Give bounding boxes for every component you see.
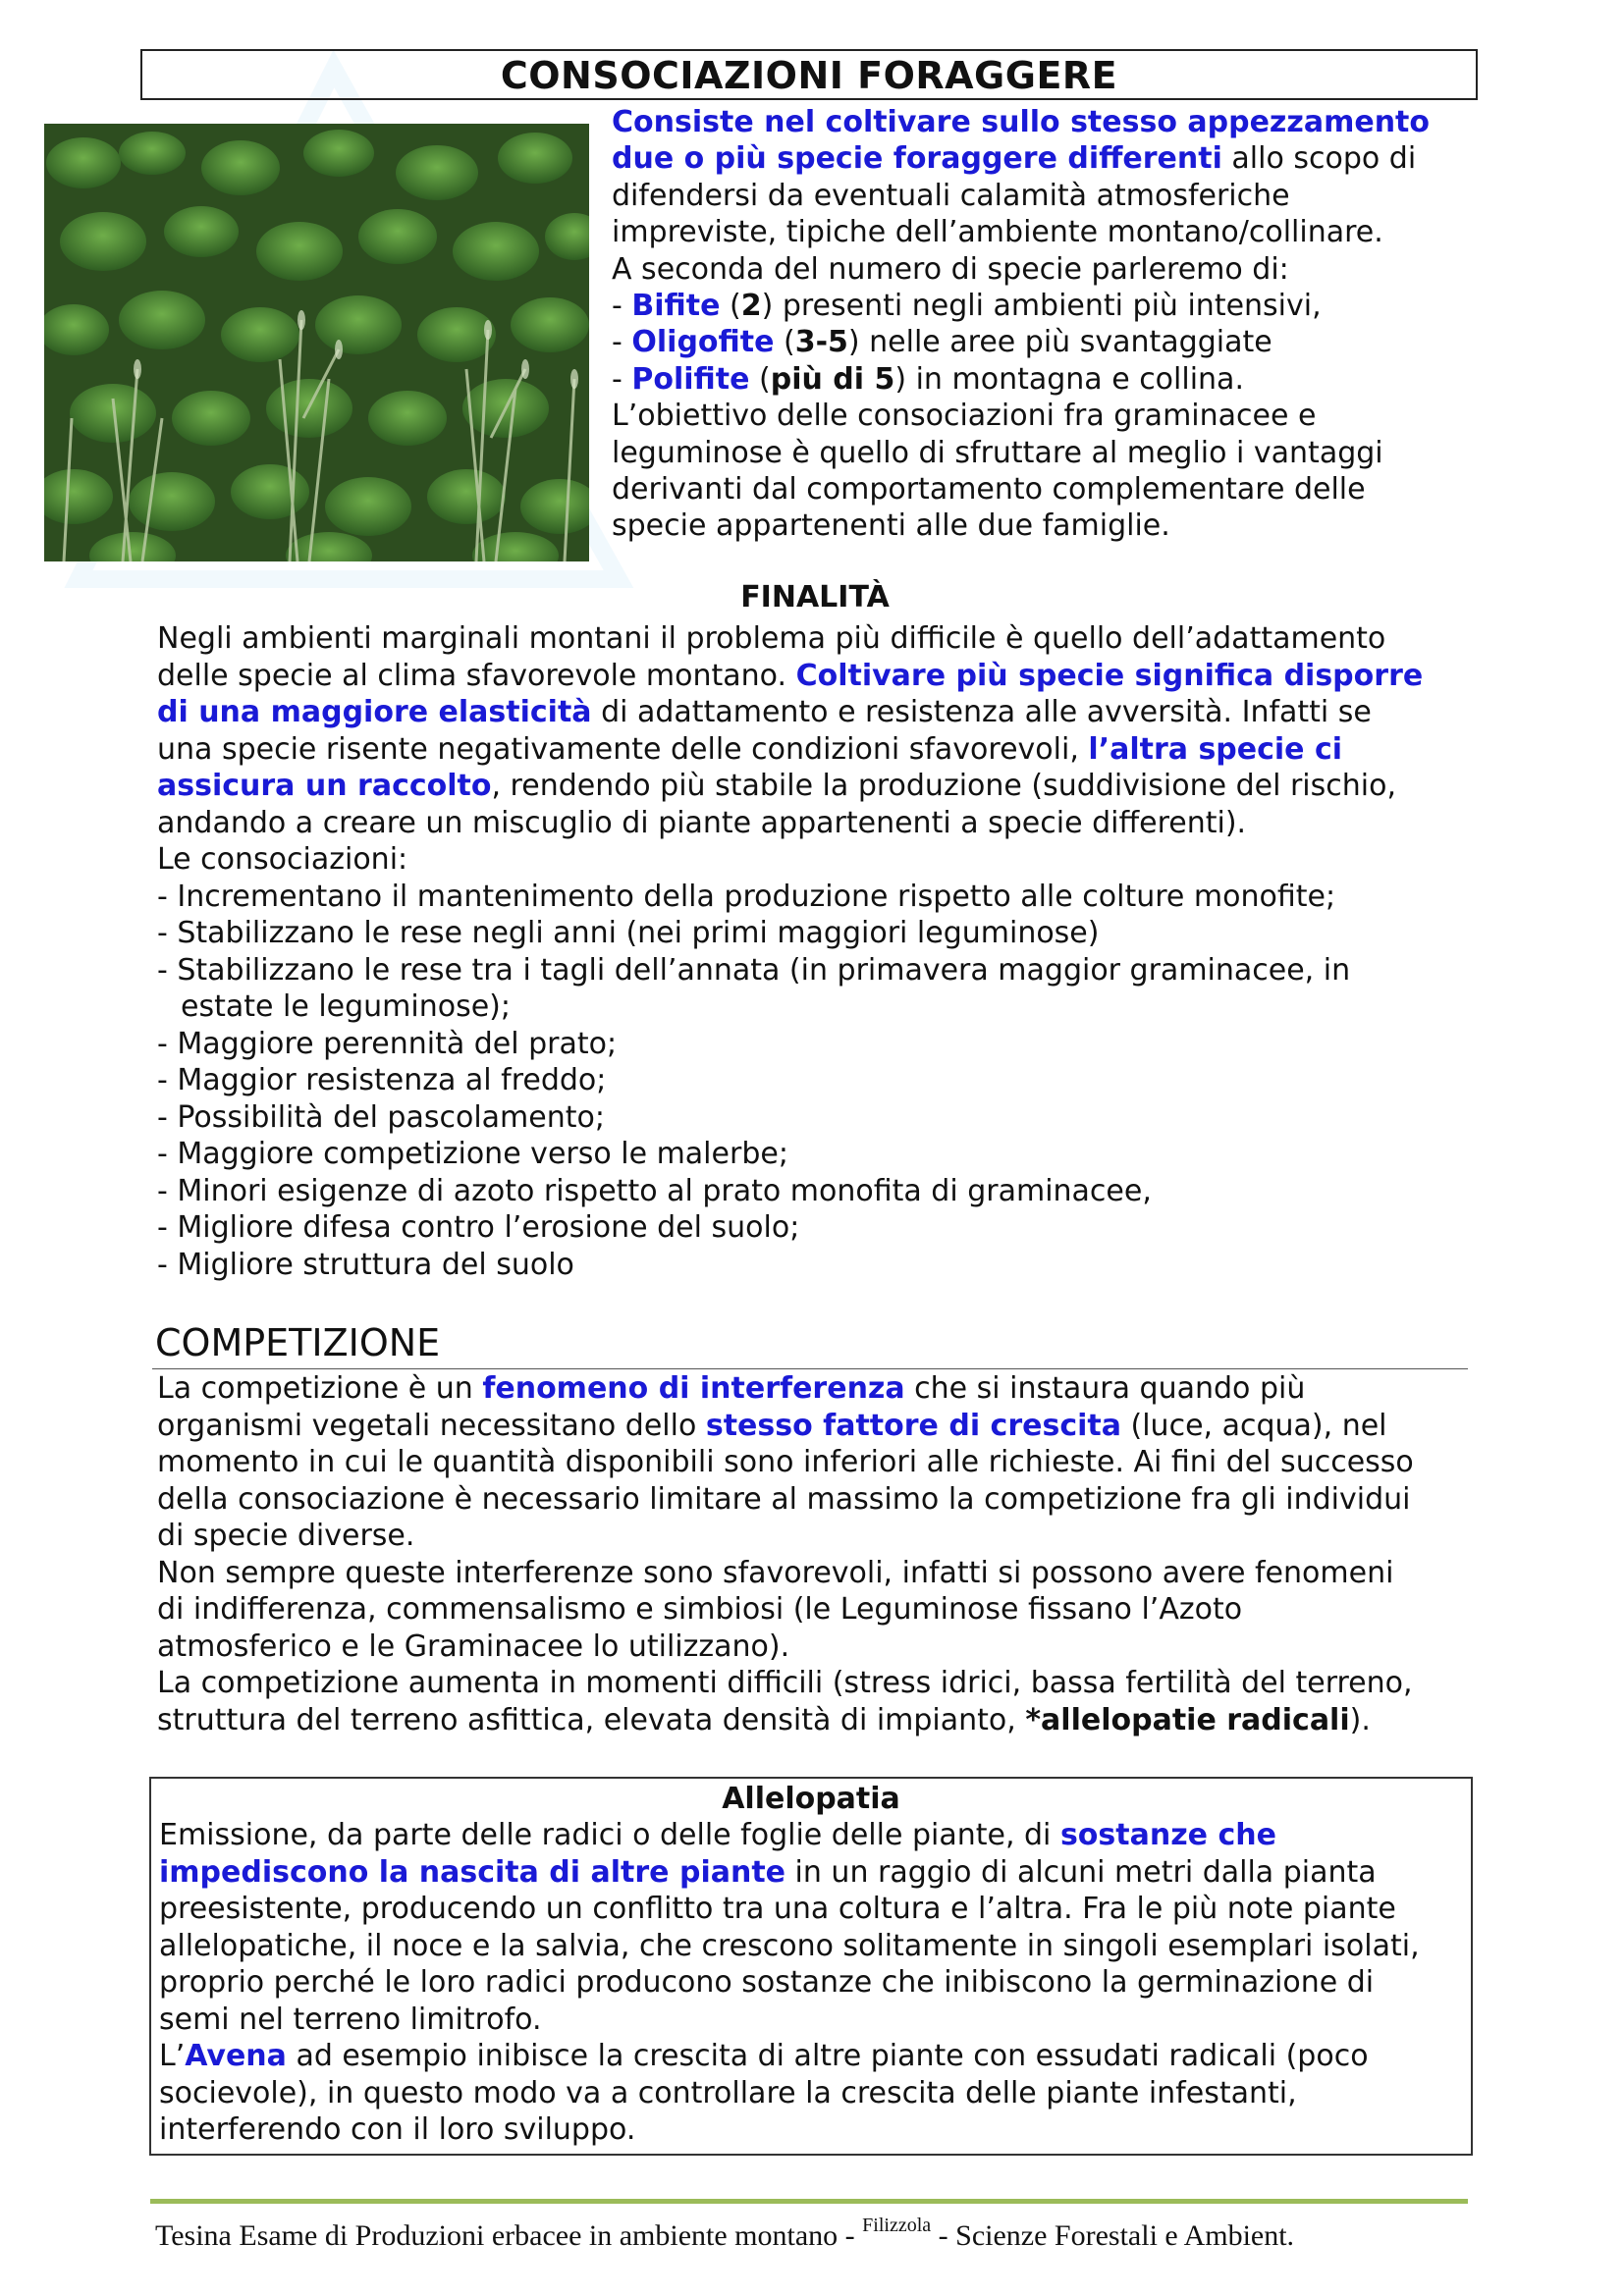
finalita-heading: FINALITÀ [740,580,890,614]
text: delle specie al clima sfavorevole montano. [157,658,796,693]
paragraph-line: Negli ambienti marginali montani il problema più difficile è quello dell’adattamento [157,621,1386,656]
bold-term: *allelopatie radicali [1025,1702,1350,1737]
intro-line: derivanti dal comportamento complementare delle [612,472,1366,507]
text: Emissione, da parte delle radici o delle foglie delle piante, di [159,1818,1060,1852]
list-item: - Maggior resistenza al freddo; [157,1063,607,1097]
paragraph-line [157,1408,1473,1445]
footer-course: Tesina Esame di Produzioni erbacee in ambiente montano - [155,2219,863,2252]
paragraph-line: andando a creare un miscuglio di piante appartenenti a specie differenti). [157,805,1247,840]
text: ). [1349,1702,1371,1737]
paragraph-line [157,768,1473,805]
paragraph-line [159,1817,1465,1854]
paragraph-line [159,1854,1465,1892]
intro-line: L’obiettivo delle consociazioni fra graminacee e [612,399,1317,434]
paragraph-line [159,2038,1465,2075]
count: più di 5 [770,361,895,397]
highlight: fenomeno di interferenza [482,1371,905,1406]
desc: ) in montagna e collina. [894,361,1244,397]
intro-highlight: due o più specie foraggere differenti [612,141,1222,177]
footer-faculty: - Scienze Forestali e Ambient. [931,2219,1295,2252]
list-item: - Minori esigenze di azoto rispetto al prato monofita di graminacee, [157,1173,1152,1208]
page-title: CONSOCIAZIONI FORAGGERE [140,49,1478,100]
paragraph-line [157,658,1473,695]
dash: - [612,289,632,324]
text: (luce, acqua), nel [1120,1408,1387,1443]
paragraph-line [157,694,1473,731]
list-item-polifite [612,361,1476,398]
allelopatia-body [159,1817,1465,2149]
intro-line [612,140,1476,177]
competizione-body [157,1370,1473,1738]
text: , rendendo più stabile la produzione (suddivisione del rischio, [491,769,1396,803]
highlight: di una maggiore elasticità [157,695,592,729]
list-item-continuation: estate le leguminose); [181,989,511,1024]
paragraph-line: semi nel terreno limitrofo. [159,2002,542,2037]
paragraph-line: proprio perché le loro radici producono sostanze che inibiscono la germinazione di [159,1965,1375,2000]
paren-open: ( [720,289,741,324]
paragraph-line: socievole), in questo modo va a controllare la crescita delle piante infestanti, [159,2075,1297,2110]
intro-text: allo scopo di [1221,141,1417,177]
intro-line: A seconda del numero di specie parleremo di: [612,251,1289,287]
text: una specie risente negativamente delle condizioni sfavorevoli, [157,731,1089,767]
term-bifite: Bifite [631,289,721,324]
paragraph-line: allelopatiche, il noce e la salvia, che crescono solitamente in singoli esemplari isolati, [159,1928,1420,1963]
list-item: - Migliore difesa contro l’erosione del suolo; [157,1210,800,1245]
list-item: - Maggiore perennità del prato; [157,1026,618,1061]
list-item: - Migliore struttura del suolo [157,1247,574,1282]
list-item-oligofite [612,324,1476,360]
text: struttura del terreno asfittica, elevata densità di impianto, [157,1702,1026,1737]
text: di adattamento e resistenza alle avversità. Infatti se [591,695,1372,729]
highlight: stesso fattore di crescita [705,1408,1121,1443]
list-item: - Incrementano il mantenimento della produzione rispetto alle colture monofite; [157,879,1336,914]
dash: - [612,361,632,397]
paragraph-line: di indifferenza, commensalismo e simbiosi (le Leguminose fissano l’Azoto [157,1592,1243,1627]
list-item: - Possibilità del pascolamento; [157,1099,605,1135]
intro-paragraph [612,104,1476,545]
paragraph-line: interferendo con il loro sviluppo. [159,2112,636,2147]
allelopatia-box [149,1777,1473,2156]
paragraph-line: La competizione aumenta in momenti difficili (stress idrici, bassa fertilità del terreno, [157,1666,1413,1700]
paragraph-line: atmosferico e le Graminacee lo utilizzano). [157,1629,790,1664]
highlight: impediscono la nascita di altre piante [159,1854,786,1890]
dash: - [612,325,632,360]
term-oligofite: Oligofite [631,325,775,360]
paren-open: ( [749,361,771,397]
text: che si instaura quando più [904,1371,1306,1406]
page-footer [155,2216,1481,2259]
allelopatia-heading: Allelopatia [722,1782,900,1816]
paragraph-line: momento in cui le quantità disponibili sono inferiori alle richieste. Ai fini del successo [157,1445,1414,1479]
paragraph-line [157,1370,1473,1408]
paragraph-line: Non sempre queste interferenze sono sfavorevoli, infatti si possono avere fenomeni [157,1555,1394,1590]
paragraph-line: di specie diverse. [157,1519,415,1553]
paragraph-line [157,1702,1473,1739]
list-item-bifite [612,288,1476,324]
highlight: Coltivare più specie significa disporre [795,658,1424,693]
desc: ) nelle aree più svantaggiate [847,325,1272,360]
text: in un raggio di alcuni metri dalla pianta [785,1854,1377,1890]
intro-line: Consiste nel coltivare sullo stesso appezzamento [612,105,1430,139]
footer-divider [150,2199,1468,2204]
intro-line: specie appartenenti alle due famiglie. [612,508,1170,544]
count: 2 [740,289,762,324]
intro-line: difendersi da eventuali calamità atmosferiche [612,178,1290,213]
term-polifite: Polifite [631,361,750,397]
paragraph-line: della consociazione è necessario limitare al massimo la competizione fra gli individui [157,1481,1411,1517]
forage-photo-image [44,124,589,561]
list-item: - Stabilizzano le rese tra i tagli dell’annata (in primavera maggior graminacee, in [157,952,1351,988]
list-intro: Le consociazioni: [157,842,408,877]
text: La competizione è un [157,1371,483,1406]
paren-open: ( [774,325,795,360]
text: L’ [159,2039,186,2073]
paragraph-line [157,731,1473,769]
finalita-body [157,620,1473,1283]
heading-divider [152,1368,1468,1369]
count: 3-5 [794,325,848,360]
paragraph-line: preesistente, producendo un conflitto tra una coltura e l’altra. Fra le più note piante [159,1892,1396,1926]
competizione-heading: COMPETIZIONE [155,1321,441,1364]
highlight: sostanze che [1059,1818,1276,1852]
desc: ) presenti negli ambienti più intensivi, [761,289,1322,324]
highlight: assicura un raccolto [157,769,492,803]
highlight: Avena [185,2039,287,2073]
footer-author: Filizzola [862,2215,932,2236]
highlight: l’altra specie ci [1088,731,1343,767]
text: organismi vegetali necessitano dello [157,1408,706,1443]
intro-line: impreviste, tipiche dell’ambiente montano/collinare. [612,215,1383,250]
list-item: - Stabilizzano le rese negli anni (nei primi maggiori leguminose) [157,916,1100,950]
list-item: - Maggiore competizione verso le malerbe; [157,1137,788,1171]
intro-line: leguminose è quello di sfruttare al meglio i vantaggi [612,435,1383,470]
forage-crop-photo [44,124,589,561]
text: ad esempio inibisce la crescita di altre piante con essudati radicali (poco [286,2039,1369,2073]
